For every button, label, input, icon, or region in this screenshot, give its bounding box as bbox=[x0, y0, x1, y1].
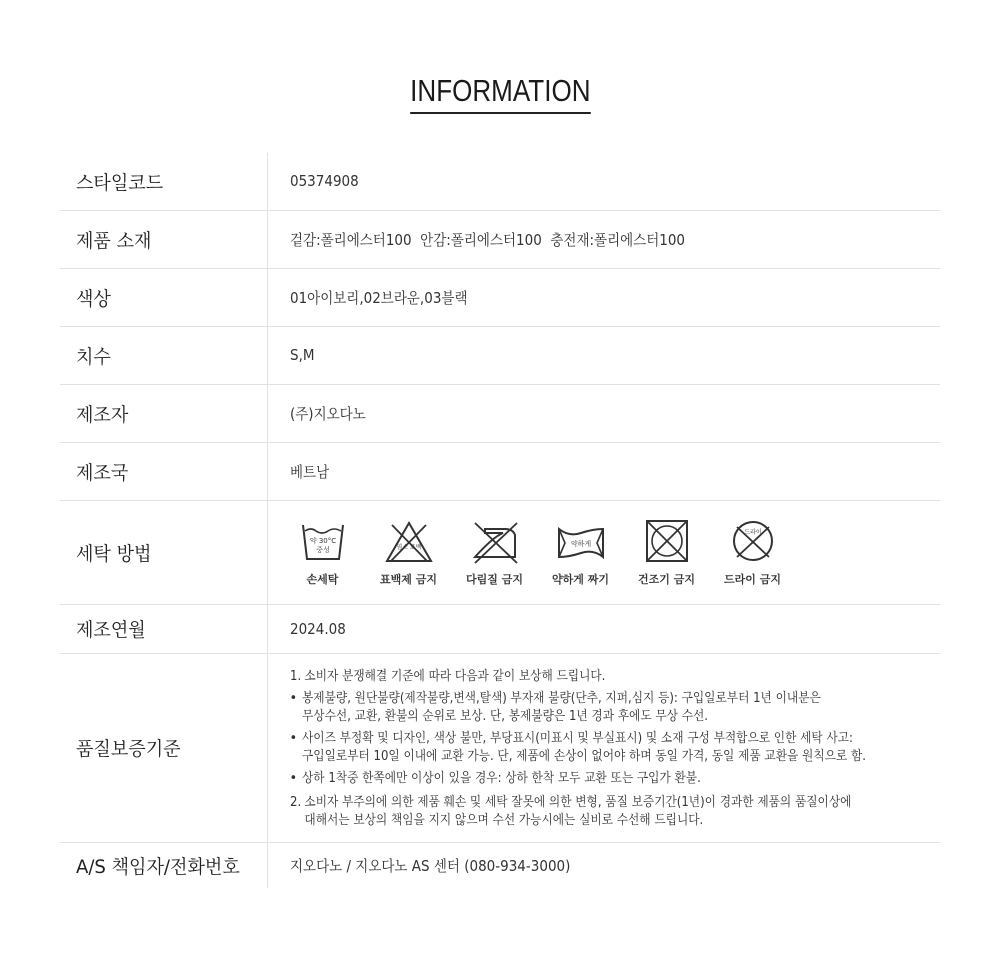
svg-text:약 30°C: 약 30°C bbox=[309, 537, 336, 545]
row-value: S,M bbox=[267, 326, 940, 384]
table-row bbox=[60, 268, 940, 326]
quality-bullet: • 상하 1착중 한쪽에만 이상이 있을 경우: 상하 한착 모두 교환 또는 구입가 환불. bbox=[289, 770, 701, 786]
row-value: 겉감:폴리에스터100 안감:폴리에스터100 충전재:폴리에스터100 bbox=[267, 210, 940, 268]
table-row bbox=[60, 153, 940, 210]
wash-caption: 드라이 금지 bbox=[724, 573, 781, 586]
table-row bbox=[60, 442, 940, 500]
no-dry-clean-icon bbox=[727, 519, 779, 565]
table-row bbox=[60, 500, 940, 604]
quality-bullet: • 봉제불량, 원단불량(제작불량,변색,탈색) 부자재 불량(단추, 지퍼,심지 등): 구입일로부터 1년 이내분은 무상수선, 교환, 환불의 순위로 보상. 단, 봉제불량은 1년 경과 후에도 무상 수선. bbox=[289, 690, 821, 724]
wash-item bbox=[712, 519, 794, 587]
wash-caption: 손세탁 bbox=[306, 573, 339, 586]
gentle-wring-icon bbox=[555, 519, 607, 565]
table-row bbox=[60, 604, 940, 653]
wash-caption: 약하게 짜기 bbox=[552, 573, 609, 586]
row-value: 지오다노 / 지오다노 AS 센터 (080-934-3000) bbox=[289, 856, 570, 875]
table-row bbox=[60, 210, 940, 268]
row-value: (주)지오다노 bbox=[267, 384, 940, 442]
row-label: 품질보증기준 bbox=[60, 653, 267, 842]
row-label: 제조국 bbox=[60, 442, 267, 500]
svg-text:약하게: 약하게 bbox=[570, 540, 591, 548]
hand-wash-icon bbox=[297, 519, 349, 565]
row-label: 치수 bbox=[60, 326, 267, 384]
table-row bbox=[60, 653, 940, 842]
row-value bbox=[267, 653, 940, 842]
wash-caption: 다림질 금지 bbox=[466, 573, 523, 586]
row-value: 01아이보리,02브라운,03블랙 bbox=[267, 268, 940, 326]
row-label: 제조연월 bbox=[60, 604, 267, 653]
svg-text:드라이: 드라이 bbox=[743, 529, 762, 536]
wash-item bbox=[626, 519, 708, 587]
row-label: 세탁 방법 bbox=[60, 500, 267, 604]
quality-text bbox=[290, 654, 941, 842]
row-label: 색상 bbox=[60, 268, 267, 326]
row-value bbox=[267, 500, 940, 604]
wash-caption: 건조기 금지 bbox=[638, 573, 695, 586]
row-label: 스타일코드 bbox=[60, 153, 267, 210]
page-title-wrap bbox=[0, 72, 1000, 114]
row-label: 제품 소재 bbox=[60, 210, 267, 268]
svg-text:염소 표백: 염소 표백 bbox=[395, 544, 422, 551]
wash-item bbox=[282, 519, 364, 587]
wash-caption: 표백제 금지 bbox=[380, 573, 437, 586]
row-value: 베트남 bbox=[267, 442, 940, 500]
no-iron-icon bbox=[469, 519, 521, 565]
quality-item: 2. 소비자 부주의에 의한 제품 훼손 및 세탁 잘못에 의한 변형, 품질 보증기간(1년)이 경과한 제품의 품질이상에 대해서는 보상의 책임을 지지 않으며 수선 가능시에는 실비로 수선해 드립니다. bbox=[289, 794, 851, 828]
svg-text:중성: 중성 bbox=[315, 546, 330, 554]
row-value: 05374908 bbox=[267, 153, 940, 210]
table-row bbox=[60, 842, 940, 888]
row-value: 2024.08 bbox=[267, 604, 940, 653]
wash-item bbox=[454, 519, 536, 587]
quality-bullet: • 사이즈 부정확 및 디자인, 색상 불만, 부당표시(미표시 및 부실표시) 및 소재 구성 부적합으로 인한 세탁 사고: 구입일로부터 10일 이내에 교환 가능. 단, 제품에 손상이 없어야 하며 동일 가격, 동일 제품 교환을 원칙으로 함. bbox=[289, 730, 866, 764]
no-bleach-icon bbox=[383, 519, 435, 565]
row-label: A/S 책임자/전화번호 bbox=[60, 842, 267, 888]
washing-icons bbox=[282, 517, 941, 587]
product-info-table bbox=[60, 153, 940, 888]
table-row bbox=[60, 326, 940, 384]
no-tumble-dry-icon bbox=[641, 519, 693, 565]
quality-item: 1. 소비자 분쟁해결 기준에 따라 다음과 같이 보상해 드립니다. bbox=[289, 668, 605, 684]
wash-item bbox=[368, 519, 450, 587]
wash-item bbox=[540, 519, 622, 587]
page-title: INFORMATION bbox=[410, 72, 590, 114]
row-label: 제조자 bbox=[60, 384, 267, 442]
table-row bbox=[60, 384, 940, 442]
